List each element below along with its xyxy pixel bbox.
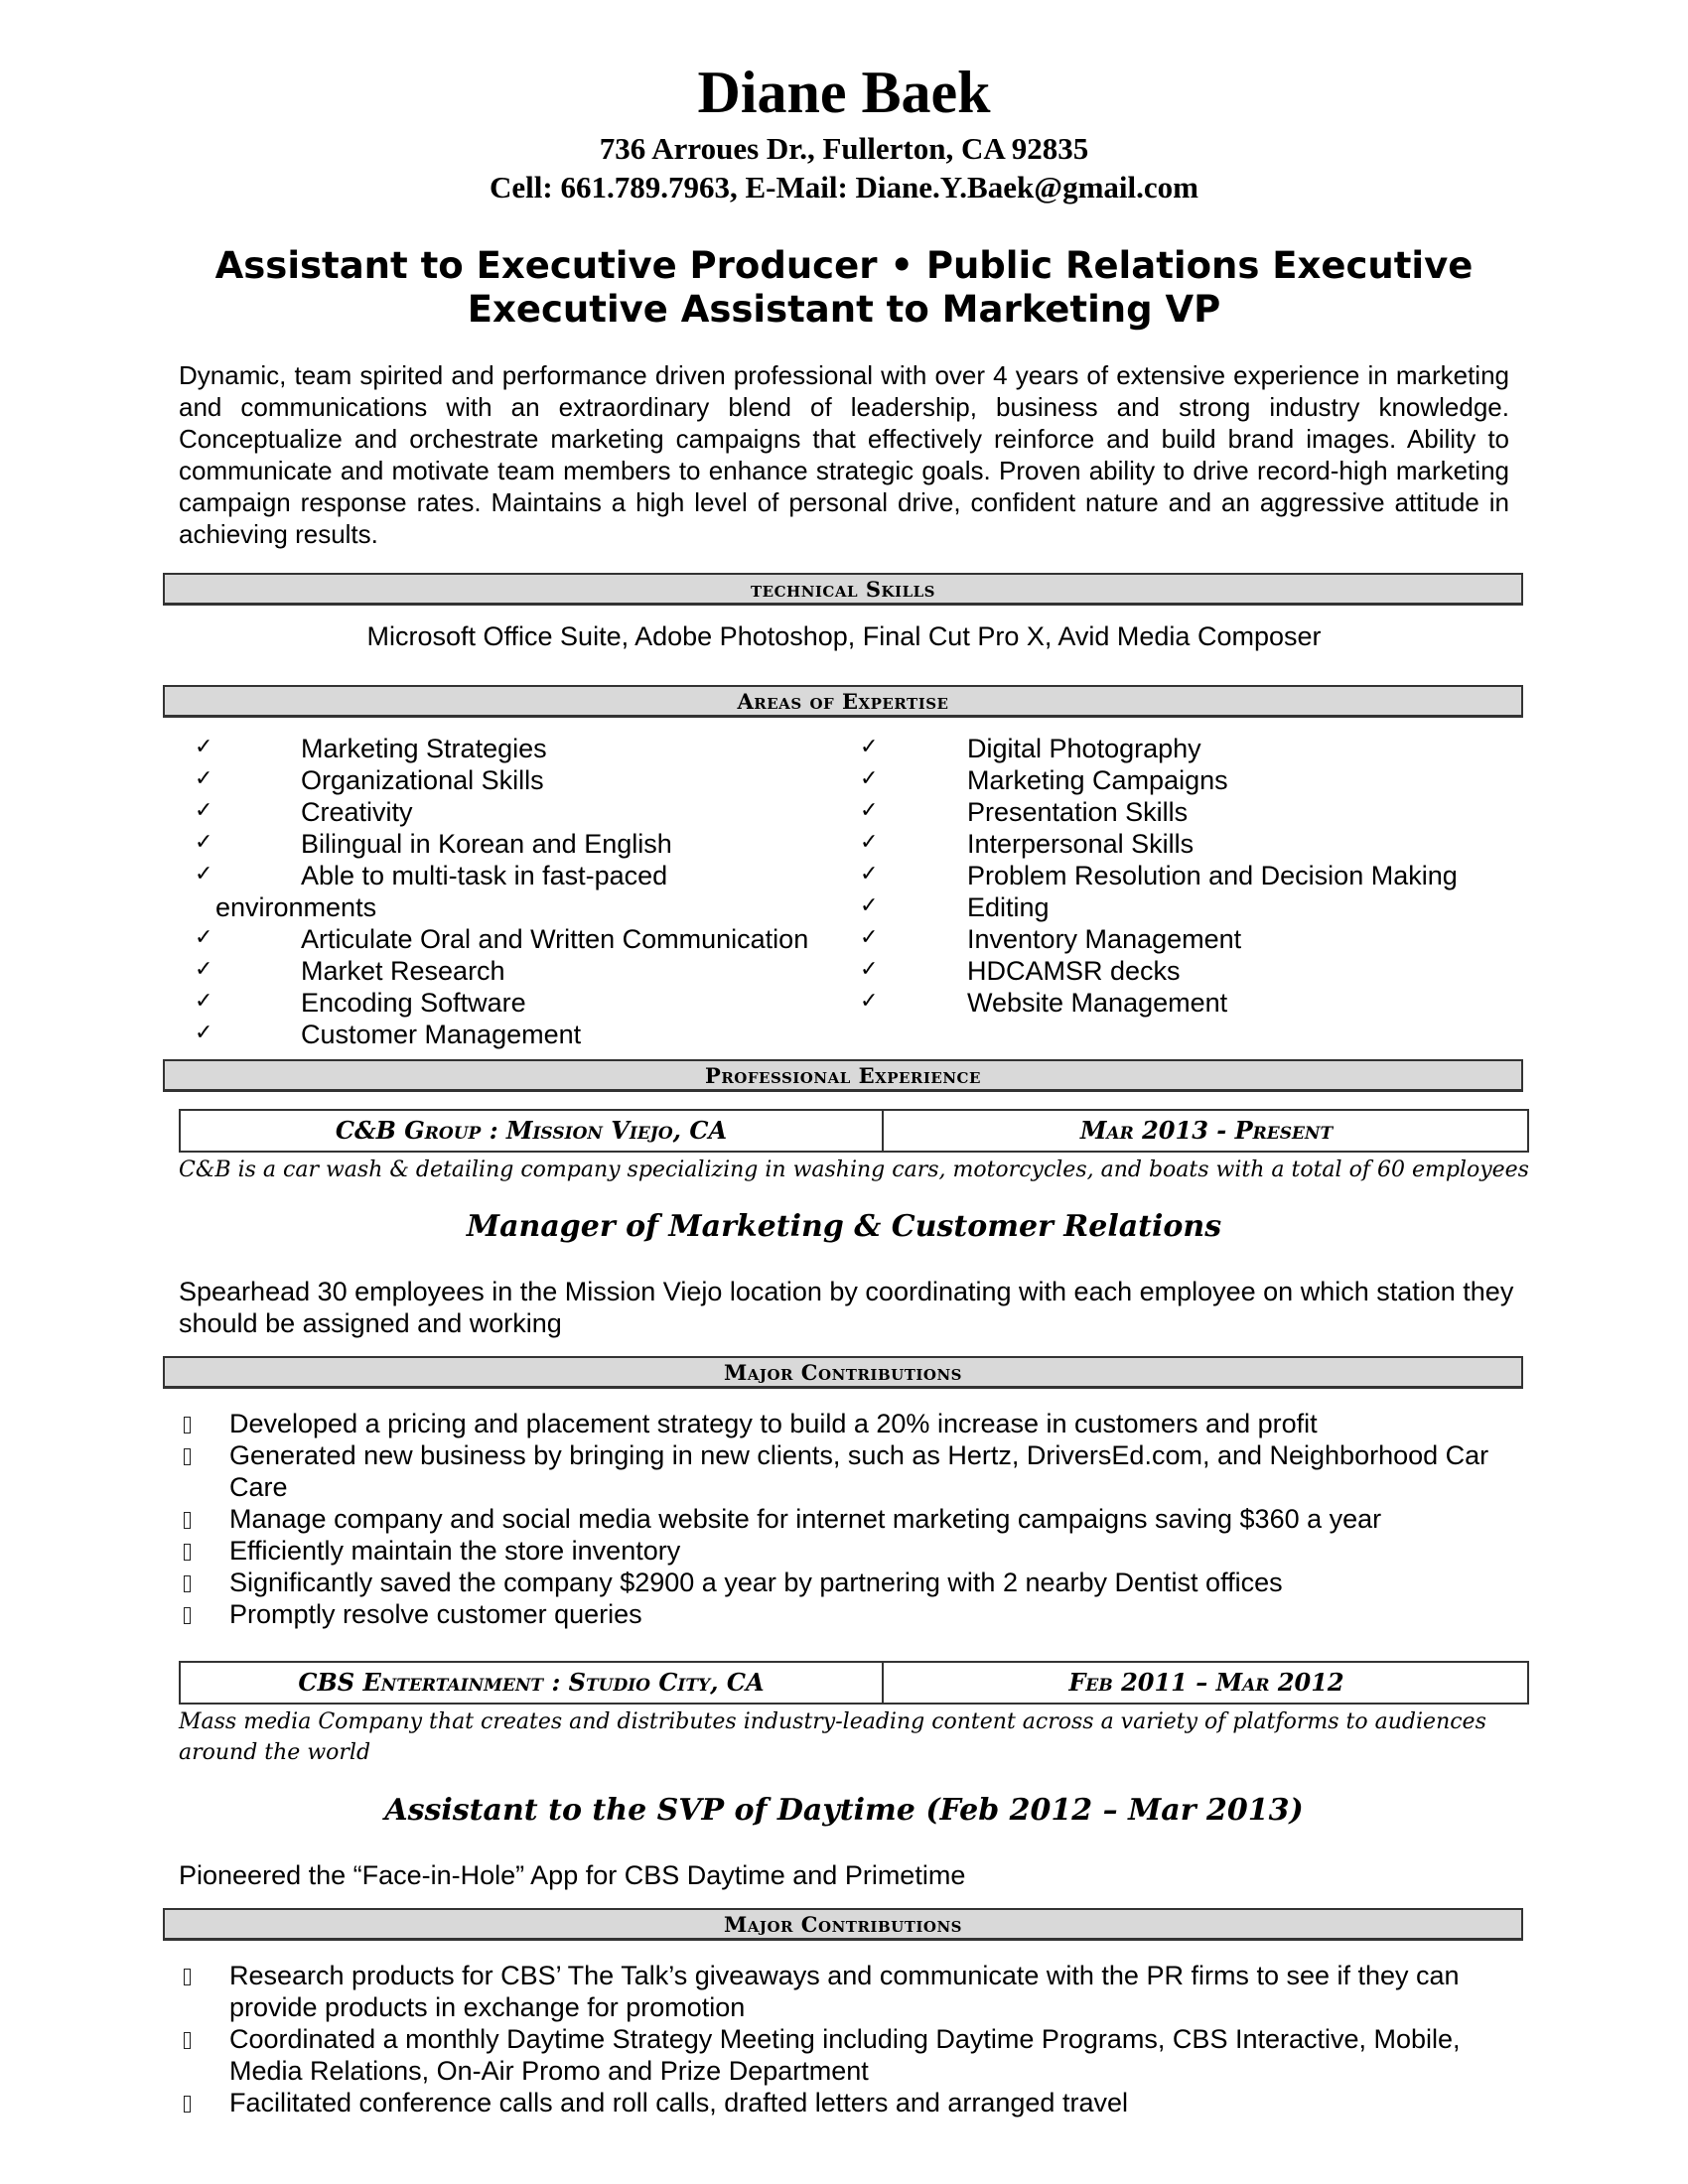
expertise-item: Digital Photography: [967, 734, 1201, 763]
expertise-item: Marketing Campaigns: [967, 765, 1228, 795]
checkmark-icon: ✓: [195, 989, 213, 1014]
checkmark-icon: ✓: [860, 925, 879, 950]
contribution-text: Research products for CBS’ The Talk’s giveaways and communicate with the PR firms to see if they can provide products in exchange for promotion: [229, 1961, 1460, 2022]
contribution-item: [179, 1408, 1529, 1439]
checkmark-icon: ✓: [860, 798, 879, 823]
bullet-icon: [184, 1512, 191, 1529]
contribution-text: Promptly resolve customer queries: [229, 1599, 642, 1629]
expertise-item: Organizational Skills: [301, 765, 544, 795]
job-header-cb-group: [179, 1109, 1529, 1153]
company-description: Mass media Company that creates and distributes industry-leading content across a variety of platforms to audiences around the world: [179, 1709, 1486, 1765]
expertise-item: Interpersonal Skills: [967, 829, 1195, 859]
expertise-item: Able to multi-task in fast-paced: [301, 861, 668, 890]
checkmark-icon: ✓: [860, 893, 879, 918]
contributions-list: [179, 1960, 1529, 2118]
job-dates: Mar 2013 - Present: [1079, 1116, 1334, 1145]
expertise-item: Creativity: [301, 797, 413, 827]
section-header-major-contributions: Major Contributions: [163, 1908, 1523, 1941]
role-summary: Spearhead 30 employees in the Mission Viejo location by coordinating with each employee on which station they should be assigned and working: [179, 1277, 1514, 1338]
contribution-text: Generated new business by bringing in new clients, such as Hertz, DriversEd.com, and Neighborhood Car Care: [229, 1440, 1489, 1502]
expertise-item: HDCAMSR decks: [967, 956, 1181, 986]
checkmark-icon: ✓: [860, 766, 879, 791]
expertise-item: Presentation Skills: [967, 797, 1189, 827]
expertise-item: Bilingual in Korean and English: [301, 829, 672, 859]
bullet-icon: [184, 1607, 191, 1624]
contribution-item: [179, 2087, 1529, 2118]
job-company: C&B Group : Mission Viejo, CA: [181, 1111, 884, 1151]
expertise-item: Customer Management: [301, 1020, 582, 1049]
contribution-text: Efficiently maintain the store inventory: [229, 1536, 681, 1566]
expertise-item: Marketing Strategies: [301, 734, 547, 763]
contribution-text: Facilitated conference calls and roll calls, drafted letters and arranged travel: [229, 2088, 1128, 2117]
contribution-item: [179, 1598, 1529, 1630]
contribution-item: [179, 2023, 1529, 2087]
bullet-icon: [184, 1544, 191, 1561]
checkmark-icon: ✓: [860, 862, 879, 887]
checkmark-icon: ✓: [860, 989, 879, 1014]
contribution-item: [179, 1503, 1529, 1535]
bullet-icon: [184, 2096, 191, 2113]
contributions-list: [179, 1408, 1529, 1630]
expertise-item: Market Research: [301, 956, 505, 986]
checkmark-icon: ✓: [195, 766, 213, 791]
job-header-cbs-entertainment: [179, 1661, 1529, 1705]
role-title: Manager of Marketing & Customer Relations: [466, 1209, 1222, 1244]
bullet-icon: [184, 1448, 191, 1465]
checkmark-icon: ✓: [195, 798, 213, 823]
expertise-item-wrap: environments: [215, 892, 377, 922]
contribution-item: [179, 1960, 1529, 2023]
checkmark-icon: ✓: [195, 735, 213, 759]
job-dates: Feb 2011 – Mar 2012: [1068, 1668, 1344, 1697]
job-company: CBS Entertainment : Studio City, CA: [181, 1663, 884, 1703]
expertise-item: Encoding Software: [301, 988, 526, 1018]
bullet-icon: [184, 1969, 191, 1985]
contact-info: Cell: 661.789.7963, E-Mail: Diane.Y.Baek@gmail.com: [490, 170, 1198, 205]
expertise-item: Editing: [967, 892, 1050, 922]
contribution-item: [179, 1567, 1529, 1598]
target-titles-line-2: Executive Assistant to Marketing VP: [467, 288, 1221, 331]
contribution-text: Manage company and social media website for internet marketing campaigns saving $360 a year: [229, 1504, 1382, 1534]
candidate-name: Diane Baek: [697, 60, 991, 125]
section-header-major-contributions: Major Contributions: [163, 1356, 1523, 1389]
contribution-text: Significantly saved the company $2900 a year by partnering with 2 nearby Dentist offices: [229, 1568, 1283, 1597]
contribution-text: Coordinated a monthly Daytime Strategy Meeting including Daytime Programs, CBS Interactive, Mobile, Media Relations, On-Air Promo and Prize Department: [229, 2024, 1461, 2086]
section-header-areas-of-expertise: Areas of Expertise: [163, 685, 1523, 718]
contribution-text: Developed a pricing and placement strategy to build a 20% increase in customers and profit: [229, 1409, 1318, 1438]
technical-skills-list: Microsoft Office Suite, Adobe Photoshop, Final Cut Pro X, Avid Media Composer: [366, 621, 1322, 651]
expertise-item: Problem Resolution and Decision Making: [967, 861, 1458, 890]
checkmark-icon: ✓: [195, 862, 213, 887]
contribution-item: [179, 1535, 1529, 1567]
professional-summary: Dynamic, team spirited and performance driven professional with over 4 years of extensive experience in marketing and communications with an extraordinary blend of leadership, business and strong industry knowledge. Conceptualize and orchestrate marketing campaigns that effectively reinforce and build brand images. Ability to communicate and motivate team members to enhance strategic goals. Proven ability to drive record-high marketing campaign response rates. Maintains a high level of personal drive, confident nature and an aggressive attitude in achieving results.: [179, 360, 1509, 549]
role-summary: Pioneered the “Face-in-Hole” App for CBS Daytime and Primetime: [179, 1860, 966, 1890]
checkmark-icon: ✓: [195, 830, 213, 855]
checkmark-icon: ✓: [195, 957, 213, 982]
bullet-icon: [184, 1417, 191, 1433]
checkmark-icon: ✓: [195, 925, 213, 950]
company-description: C&B is a car wash & detailing company specializing in washing cars, motorcycles, and boats with a total of 60 employees: [179, 1158, 1529, 1182]
contribution-item: [179, 1439, 1529, 1503]
section-header-professional-experience: Professional Experience: [163, 1059, 1523, 1092]
checkmark-icon: ✓: [860, 957, 879, 982]
target-titles-line-1: Assistant to Executive Producer • Public Relations Executive: [214, 244, 1474, 287]
checkmark-icon: ✓: [860, 830, 879, 855]
checkmark-icon: ✓: [860, 735, 879, 759]
address: 736 Arroues Dr., Fullerton, CA 92835: [599, 131, 1089, 166]
bullet-icon: [184, 1575, 191, 1592]
expertise-item: Website Management: [967, 988, 1228, 1018]
role-title: Assistant to the SVP of Daytime (Feb 2012 – Mar 2013): [384, 1793, 1304, 1828]
expertise-item: Inventory Management: [967, 924, 1242, 954]
section-header-technical-skills: technical Skills: [163, 573, 1523, 606]
bullet-icon: [184, 2032, 191, 2049]
expertise-item: Articulate Oral and Written Communication: [301, 924, 809, 954]
checkmark-icon: ✓: [195, 1021, 213, 1045]
